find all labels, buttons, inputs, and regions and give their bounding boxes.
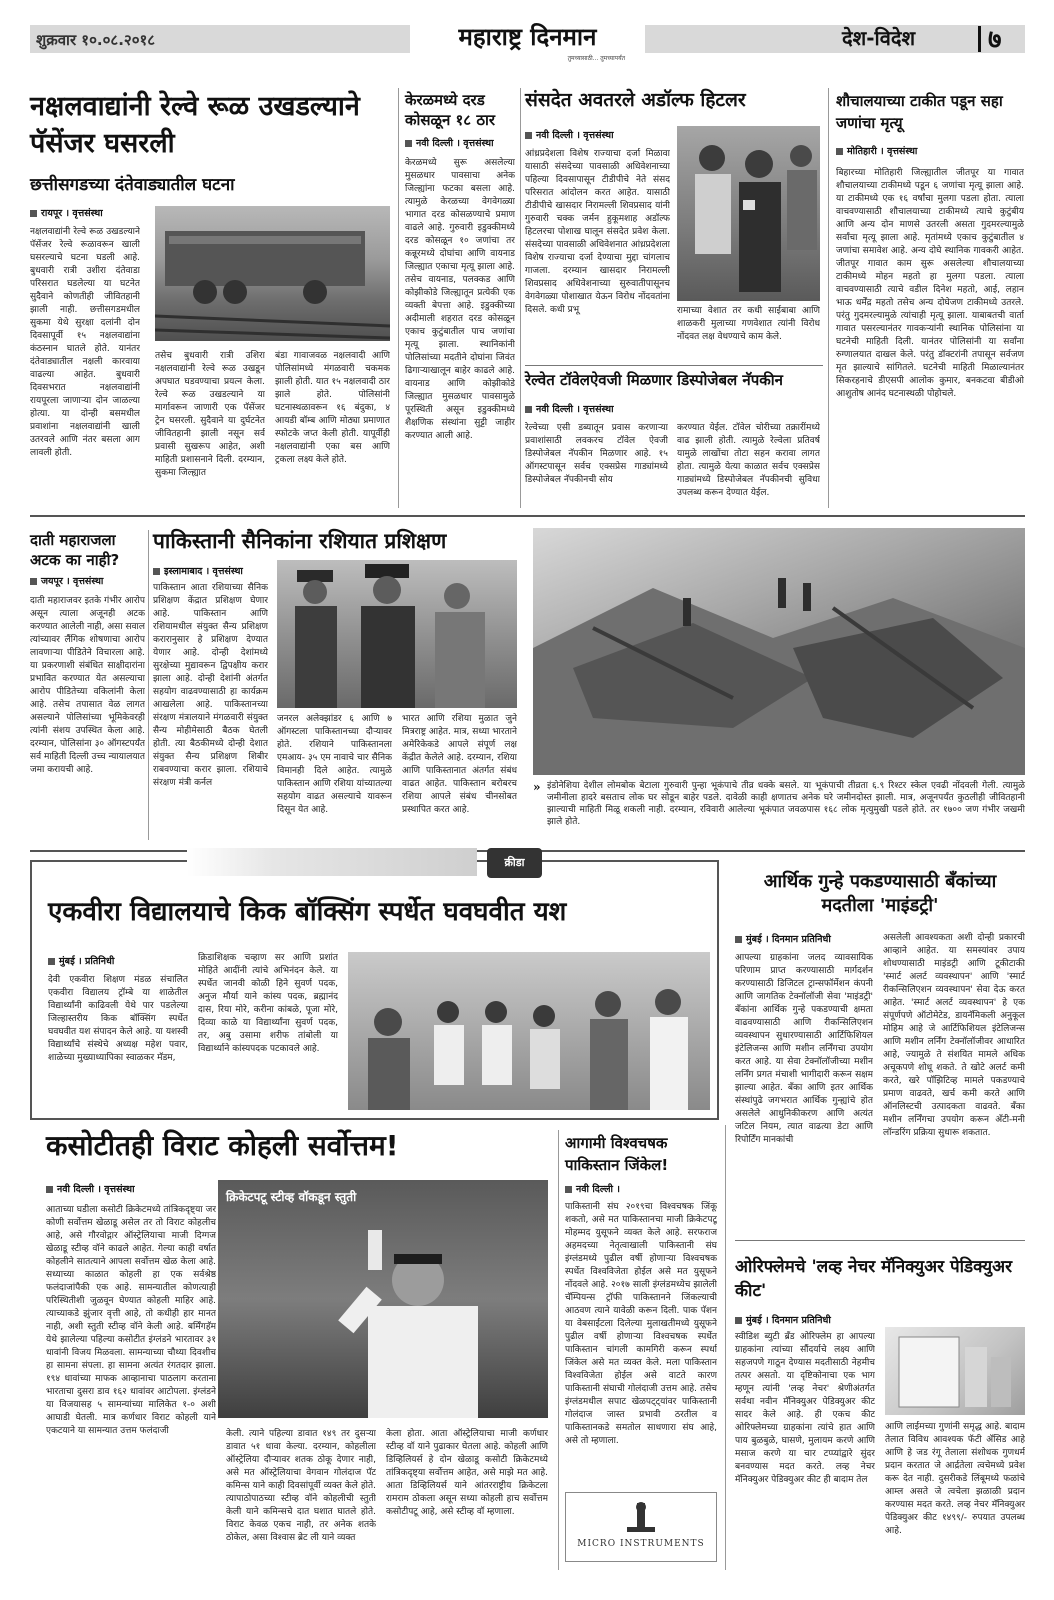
dateline: जयपूर । वृत्तसंस्था — [30, 574, 145, 587]
headline: कसोटीतही विराट कोहली सर्वोत्तम! — [46, 1129, 399, 1162]
body-col-3: केला होता. आता ऑस्ट्रेलियाचा माजी कर्णधार स्टीव्ह वॉ याने पुढाकार घेतला आहे. कोहली आणि डिव्हिलियर्स हे दोन खेळाडू कसोटी क्रिकेटमध्ये तांत्रिकदृष्ट्या सर्वोत्तम आहेत, असे माझे मत आहे. आता डिव्हिलियर्स याने आंतरराष्ट्रीय क्रिकेटला रामराम ठोकला असून सध्या कोहली हाच सर्वोत्तम कसोटीपटू आहे, असे स्टीव्ह वॉ म्हणाला. — [386, 1429, 548, 1517]
dateline: मुंबई । दिनमान प्रतिनिधी — [735, 932, 831, 945]
article-kickboxing-box — [30, 856, 719, 1120]
body: दाती महाराजवर इतके गंभीर आरोप असून त्याला अजूनही अटक करण्यात आलेली नाही, असा सवाल त्यांच्यावर लैंगिक शोषणाचा आरोप लावणाऱ्या पीडितेने विचारला आहे. या प्रकरणाशी संबंधित साक्षीदारांना प्रभावित करण्यात येत असल्याचा आरोप पीडितेच्या वकिलांनी केला आहे. तसेच तपासात वेळ लागत असल्याने पोलिसांच्या भूमिकेवरही त्यांनी संशय उपस्थित केला आहे. दरम्यान, पोलिसांना ३० ऑगस्टपर्यंत सर्व माहिती दिल्ली उच्च न्यायालयात जमा करायची आहे. — [30, 596, 145, 775]
column-rule — [558, 1130, 559, 1570]
article-pak-russia-training — [153, 530, 525, 842]
paper-name: महाराष्ट्र दिनमान — [458, 23, 597, 51]
headline: दाती महाराजला अटक का नाही? — [30, 531, 120, 569]
body-col-1: आताच्या घडीला कसोटी क्रिकेटमध्ये तांत्रिकदृष्ट्या जर कोणी सर्वोत्तम खेळाडू असेल तर तो विराट कोहलीच आहे, असे गौरवोद्गार ऑस्ट्रेलियाचा माजी दिग्गज खेळाडू स्टीव्ह वॉने काढले आहेत. गेल्या काही वर्षात कोहलीने सातत्याने आपला सर्वोत्तम खेळ केला आहे. सध्याच्या काळात कोहली हा एक सर्वश्रेष्ठ फलंदाजांपैकी एक आहे. सामन्यातील कोणत्याही परिस्थितीशी जुळवून घेण्यात कोहली माहिर आहे. त्याच्याकडे झुंजार वृत्ती आहे, तो कधीही हार मानत नाही, अशी स्तुती स्टीव्ह वॉने केली आहे. बर्मिंगहॅम येथे झालेल्या पहिल्या कसोटीत इंग्लंडने भारतावर ३१ धावांनी विजय मिळवला. सामन्याच्या चौथ्या दिवशीच हा सामना संपला. हा सामना अत्यंत रंगतदार झाला. १९४ धावांच्या माफक आव्हानाचा पाठलाग करताना भारताचा दुसरा डाव १६२ धावांवर आटोपला. इंग्लंडने या विजयासह ५ सामन्यांच्या मालिकेत १-० अशी आघाडी घेतली. मात्र कर्णधार विराट कोहली याने एकटयाने या सामन्यात उत्तम फलंदाजी — [46, 1205, 216, 1436]
photo-caption: इंडोनेशिया देशील लोमबोक बेटाला गुरुवारी पुन्हा भूकंपाचे तीव्र धक्के बसले. या भूकंपाची तीव्रता ६.९ रिश्टर स्केल एवढी नोंदवली गेली. त्यामुळे जमीनीला हादरे बसताच लोक घर सोडून बाहेर पडले. दावेळी काही क्षणातच अनेक घरे जमीनदोस्त झाली. मात्र, अजूनपर्यंत कुठलीही जीवितहानी झाल्याची माहिती मिळू शकली नाही. दरम्यान, रविवारी आलेल्या भूकंपात जवळपास १६८ लोक मृत्युमुखी पडले होते. तर १७०० जण गंभीर जखमी झाले होते. — [547, 781, 1025, 827]
headline: पाकिस्तानी सैनिकांना रशियात प्रशिक्षण — [153, 529, 447, 553]
body-col-2: आणि लाईमच्या गुणांनी समृद्ध आहे. बादाम तेलात विविध आवश्यक फॅटी ॲसिड आहे आणि हे जड रंगू तेलाला संशोधक गुणधर्म प्रदान करतात जे आर्द्रतेला त्वचेमध्ये प्रवेश करू देत नाही. दुसरीकडे लिंबूमध्ये फळांचे आम्ल असते जे त्वचेला झळाळी प्रदान करण्यास मदत करते. लव्ह नेचर मॅनिक्युअर पेडिक्युअर कीट १४९९/- रुपयात उपलब्ध आहे. — [885, 1422, 1025, 1536]
photo-caption: रामाच्या वेशात तर कधी साईबाबा आणि शाळकरी मुलाच्या गणवेशात त्यांनी विरोध नोंदवत लक्ष वेधण्याचे काम केले. — [677, 306, 820, 342]
body-col-1: रेल्वेच्या एसी डब्यातून प्रवास करणाऱ्या प्रवाशांसाठी लवकरच टॉवेल ऐवजी डिस्पोजेबल नॅपकीन मिळणार आहे. १५ ऑगस्टपासून सर्वच एक्सप्रेस गाड्यांमध्ये डिस्पोजेबल नॅपकीनची सोय — [525, 423, 668, 485]
headline: नक्षलवाद्यांनी रेल्वे रूळ उखडल्याने पॅसेंजर घसरली — [30, 91, 360, 159]
body: आंध्रप्रदेशला विशेष राज्याचा दर्जा मिळावा यासाठी संसदेच्या पावसाळी अधिवेशनाच्या पहिल्या दिवसापासून टीडीपीचे नेते संसद परिसरात आंदोलन करत आहेत. यासाठी टीडीपीचे खासदार निरामल्ली शिवप्रसाद यांनी गुरुवारी चक्क जर्मन हुकूमशाह अडॉल्फ हिटलरचा पोशाख घालून संसदेत प्रवेश केला. संसदेच्या पावसाळी अधिवेशनात आंध्रप्रदेशला विशेष राज्याचा दर्जा देण्याचा मुद्दा चांगलाच गाजला. दरम्यान खासदार निरामल्ली शिवप्रसाद अधिवेशनाच्या सुरुवातीपासूनच वेगवेगळ्या पोशाखात येऊन विरोध नोंदवतांना दिसले. कधी प्रभू — [525, 149, 670, 315]
officers-illustration — [277, 560, 517, 708]
photo-title: क्रिकेटपटू स्टीव्ह वॉकडून स्तुती — [226, 1190, 357, 1204]
issue-date: शुक्रवार १०.०८.२०१८ — [36, 31, 156, 49]
section-name: देश-विदेश — [842, 26, 916, 50]
earthquake-rubble-photo — [533, 528, 1025, 775]
headline: आर्थिक गुन्हे पकडण्यासाठी बँकांच्या मदतीला 'माइंडट्री' — [763, 871, 997, 916]
article-hitler-parliament — [525, 90, 820, 365]
dateline: मुंबई । दिनमान प्रतिनिधी — [735, 1313, 831, 1326]
masthead — [30, 20, 1025, 68]
rubble-illustration — [533, 528, 1025, 775]
dateline: नवी दिल्ली । वृत्तसंस्था — [525, 128, 614, 141]
column-rule — [520, 88, 521, 508]
sports-badge — [487, 848, 542, 878]
paper-logo — [410, 20, 645, 68]
dateline: नवी दिल्ली । — [565, 1182, 717, 1195]
page-number: ७ — [988, 25, 1002, 55]
headline: केरळमध्ये दरड कोसळून १८ ठार — [405, 91, 496, 129]
headline: रेल्वेत टॉवेलऐवजी मिळणार डिस्पोजेबल नॅपकीन — [525, 371, 783, 389]
body-col-1: पाकिस्तान आता रशियाच्या सैनिक प्रशिक्षण केंद्रात प्रशिक्षण घेणार आहे. पाकिस्तान आणि रशियामधील संयुक्त सैन्य प्रशिक्षण करारानुसार हे प्रशिक्षण देण्यात येणार आहे. दोन्ही देशांमध्ये सुरक्षेच्या मुद्यावरून द्विपक्षीय करार झाला आहे. दोन्ही देशांनी अंतर्गत सहयोग वाढवण्यासाठी हा कार्यक्रम आखलेला आहे. पाकिस्तानच्या संरक्षण मंत्रालयाने मंगळवारी संयुक्त सैन्य मोहीमेसाठी बैठक घेतली होती. त्या बैठकीमध्ये दोन्ही देशात संयुक्त सैन्य प्रशिक्षण शिबीर राबवण्याचा करार झाला. रशियाचे संरक्षण मंत्री कर्नल — [153, 583, 268, 788]
product-box-illustration — [885, 1327, 1025, 1415]
section-rule — [735, 1240, 1025, 1241]
train-illustration — [155, 206, 390, 341]
kit-product-photo — [885, 1327, 1025, 1415]
body: पाकिस्तानी संघ २०१९चा विश्वचषक जिंकू शकतो, असे मत पाकिस्तानचा माजी क्रिकेटपटू मोहम्मद युसूफने व्यक्त केले आहे. सरफराज अहमदच्या नेतृत्वाखाली पाकिस्तानी संघ इंग्लंडमध्ये पुढील वर्षी होणाऱ्या विश्वचषक स्पर्धेत विश्वविजेता होईल असे मत युसूफने नोंदवले आहे. २०१७ साली इंग्लंडमध्येच झालेली चॅम्पियन्स ट्रॉफी पाकिस्तानने जिंकल्याची आठवण त्याने यावेळी करून दिली. पाक पॅशन या वेबसाईटला दिलेल्या मुलाखतीमध्ये युसूफने पुढील वर्षी होणाऱ्या विश्वचषक स्पर्धेत पाकिस्तान चांगली कामगिरी करून स्पर्धा जिंकेल असे मत व्यक्त केले. मला पाकिस्तान विश्वविजेता होईल असे वाटते कारण पाकिस्तानी संघाची गोलंदाजी उत्तम आहे. तसेच इंग्लंडमधील सपाट खेळपट्ट्यांवर पाकिस्तानी गोलंदाज जास्त प्रभावी ठरतील व पाकिस्तानकडे समतोल साधणारा संघ आहे, असे तो म्हणाला. — [565, 1202, 717, 1446]
paper-tagline: तुमच्यासाठी... तुमच्यापर्यंत — [567, 55, 625, 62]
micro-instruments-logo-icon — [621, 1499, 661, 1535]
cricketer-illustration — [218, 1180, 548, 1418]
body-col-2: तसेच बुधवारी रात्री उशिरा नक्षलवाद्यांनी रेल्वे रूळ उखडून अपघात घडवण्याचा प्रयत्न केला. रेल्वे रूळ उखडल्याने या मार्गावरून जाणारी एक पॅसेंजर ट्रेन घसरली. सुदैवाने या दुर्घटनेत जीवितहानी झाली नसून सर्व प्रवासी सुखरूप आहेत, अशी माहिती प्रशासनाने दिली. दरम्यान, सुकमा जिल्ह्यात — [155, 351, 265, 478]
mp-hitler-costume-photo — [677, 126, 820, 301]
students-illustration — [348, 952, 710, 1110]
body: केरळमध्ये सुरू असलेल्या मुसळधार पावसाचा अनेक जिल्ह्यांना फटका बसला आहे. त्यामुळे केरळच्या वेगवेगळ्या भागात दरड कोसळण्याचे प्रमाण वाढले आहे. गुरुवारी इडुक्कीमध्ये दरड कोसळून १० जणांचा तर कन्नूरमध्ये दोघांचा आणि वायनाड जिल्ह्यात एकाचा मृत्यू झाला आहे. तसेच वायनाड, पलक्कड आणि कोझीकोडे जिल्ह्यातून प्रत्येकी एक व्यक्ती बेपत्ता आहे. इडुक्कीच्या अदीमाली शहरात दरड कोसळून एकाच कुटुंबातील पाच जणांचा मृत्यू झाला. स्थानिकांनी पोलिसांच्या मदतीने दोघांना जिवंत ढिगाऱ्याखालून बाहेर काढले आहे. वायनाड आणि कोझीकोडे जिल्ह्यात मुसळधार पावसामुळे पूरस्थिती असून इडुक्कीमध्ये शैक्षणिक संस्थांना सुट्टी जाहीर करण्यात आली आहे. — [405, 158, 515, 441]
column-rule — [828, 88, 829, 508]
dateline: मुंबई । प्रतिनिधी — [48, 954, 114, 967]
dateline: नवी दिल्ली । वृत्तसंस्था — [405, 136, 515, 149]
headline: ओरिफ्लेमचे 'लव्ह नेचर मॅनिक्युअर पेडिक्युअर कीट' — [735, 1257, 1013, 1301]
headline: संसदेत अवतरले अडॉल्फ हिटलर — [525, 89, 746, 111]
body-col-1: स्वीडिश ब्युटी ब्रँड ओरिफ्लेम हा आपल्या ग्राहकांना त्यांच्या सौंदर्याचे लक्ष्य आणि सहजपणे गाठून देण्यास मदतीसाठी नेहमीच तत्पर असतो. या दृष्टिकोनाचा एक भाग म्हणून त्यांनी 'लव्ह नेचर' श्रेणीअंतर्गत सर्वथा नवीन मॅनिक्युअर पेडिक्युअर कीट सादर केले आहे. ही एकच कीट ओरिफ्लेमच्या ग्राहकांना त्यांचे हात आणि पाय बुळबुळे, घासणे, मुलायम करणे आणि मसाज करणे या चार टप्प्यांद्वारे सुंदर बनवण्यास मदत करते. लव्ह नेचर मॅनिक्युअर पेडिक्युअर कीट ही बादाम तेल — [735, 1332, 875, 1485]
article-kohli-best — [30, 1130, 550, 1570]
body-col-3: भारत आणि रशिया मुळात जुने मित्रराष्ट्र आहेत. मात्र, सध्या भारताने अमेरिकेकडे आपले संपूर्ण लक्ष केंद्रीत केलेले आहे. दरम्यान, रशिया आणि पाकिस्तानात अंतर्गत संबंध वाढत आहेत. पाकिस्तान बरोबरच रशिया आपले संबंध चीनसोबत प्रस्थापित करत आहे. — [402, 714, 517, 815]
students-award-photo — [348, 952, 710, 1110]
body-col-1: देवी एकवीरा शिक्षण मंडळ संचालित एकवीरा विद्यालय ट्रॉम्बे या शाळेतील विद्यार्थ्यांनी काढिवली येथे पार पडलेल्या जिल्हास्तरीय किक बॉक्सिंग स्पर्धेत घवघवीत यश संपादन केले आहे. या यशस्वी विद्यार्थ्यांचे संस्थेचे अध्यक्ष महेश पवार, शाळेच्या मुख्याध्यापिका स्वाळकर मॅडम, — [48, 975, 188, 1063]
body-col-2: क्रिडाशिक्षक चव्हाण सर आणि प्रशांत मोहिते आदींनी त्यांचे अभिनंदन केले. या स्पर्धेत जानवी कोळी हिने सुवर्ण पदक, अनुज मौर्या याने कांस्य पदक, ब्रह्मानंद दास, रिया मोरे, करीना कांबळे, पूजा मोरे, दिव्या काळे या विद्यार्थ्यांना सुवर्ण पदक, तर, अबु उसामा शरीफ तांबोली या विद्यार्थ्याने कांस्यपदक पटकावले आहे. — [198, 953, 338, 1054]
body-col-3: बंडा गावाजवळ नक्षलवादी आणि पोलिसांमध्ये मंगळवारी चकमक झाली होती. यात १५ नक्षलवादी ठार झाले होते. पोलिसांनी घटनास्थळावरून १६ बंदुका, ४ आयडी बॉम्ब आणि मोठ्या प्रमाणात स्फोटके जप्त केली होती. यापूर्वीही नक्षलवाद्यांनी एका बस आणि ट्रकला लक्ष्य केले होते. — [275, 351, 390, 465]
article-pakistan-worldcup — [565, 1132, 717, 1572]
article-naxal-derailment — [30, 88, 390, 508]
article-daati-maharaj — [30, 530, 145, 840]
virat-kohli-photo — [218, 1180, 548, 1418]
body-col-2: असलेली आवश्यकता अशी दोन्ही प्रकारची आव्हाने आहेत. या समस्यांवर उपाय शोधण्यासाठी माइंडट्री आणि टूकीटाकी 'स्मार्ट अलर्ट व्यवस्थापन' आणि 'स्मार्ट रीकन्सिलिएशन व्यवस्थापन' सेवा देऊ करत आहेत. 'स्मार्ट अलर्ट व्यवस्थापन' हे एक संपूर्णपणे ऑटोमेटेड, डायनॅमिकली अनुकूल मोहिम आहे जे आर्टिफिशियल इंटेलिजन्स आणि मशीन लर्निंग टेक्नॉलॉजीवर आधारित आहे, ज्यामुळे ते संशयित मामले अधिक अचूकपणे शोधू शकते. ते खोटे अलर्ट कमी करते, खरे पॉझिटिव्ह मामले पकडण्याचे प्रमाण वाढवते, खर्च कमी करते आणि ऑनलिस्टची उत्पादकता वाढवते. बँका मशीन लर्निंगचा उपयोग करून अँटी-मनी लॉन्डरिंग प्रक्रिया सुधारू शकतात. — [883, 933, 1025, 1138]
article-lombok-earthquake — [533, 528, 1025, 844]
body-col-1: आपल्या ग्राहकांना जलद व्यावसायिक परिणाम प्राप्त करण्यासाठी मार्गदर्शन करण्यासाठी डिजिटल ट्रान्सफॉर्मेशन कंपनी आणि जागतिक टेक्नॉलॉजी सेवा 'माइंडट्री' बँकांना आर्थिक गुन्हे पकडण्याची क्षमता वाढवण्यासाठी आणि रीकन्सिलिएशन व्यवस्थापन सुधारण्यासाठी आर्टिफिशियल इंटेलिजन्स आणि मशीन लर्निंगचा उपयोग करत आहे. या सेवा टेक्नॉलॉजीच्या मशीन लर्निंग प्रगत मंचाशी भागीदारी करून सक्षम झाल्या आहेत. बँका आणि इतर आर्थिक संस्थांपुढे जगभरात आर्थिक गुन्ह्यांचे होत असलेले आधुनिकीकरण आणि अत्यंत जटिल नियम, त्यात वाढत्या डेटा आणि रिपोर्टिंग मानकांची — [735, 953, 873, 1145]
chevron-down-icon: » — [533, 780, 541, 794]
body-col-1: नक्षलवाद्यांनी रेल्वे रूळ उखडल्याने पॅसेंजर रेल्वे रूळावरून खाली घसरल्याचे घटना घडली आहे. बुधवारी रात्री उशीरा दंतेवाडा परिसरात घडलेल्या या घटनेत सुदैवाने कोणतीही जीवितहानी झाली नाही. छत्तीसगडमधील सुकमा येथे सुरक्षा दलांनी दोन दिवसापूर्वी १५ नक्षलवाद्यांना कंठस्नान घातले होते. यानंतर दंतेवाड्यातील नक्षली कारवाया वाढल्या आहेत. बुधवारी दिवसभरात नक्षलवाद्यांनी रायपूरला जाणाऱ्या दोन जाळल्या होत्या. या दोन्ही बसमधील प्रवाशांना नक्षलवाद्यांनी खाली उतरवले आणि नंतर बसला आग लावली होती. — [30, 227, 140, 458]
article-railway-napkins — [525, 372, 820, 510]
dateline: नवी दिल्ली । वृत्तसंस्था — [525, 402, 614, 415]
article-septic-tank-deaths — [836, 90, 1024, 510]
advertiser-logo — [565, 1492, 717, 1562]
section-rule — [525, 365, 823, 366]
column-rule — [398, 88, 399, 508]
people-illustration — [677, 126, 820, 301]
dateline: इस्लामाबाद । वृत्तसंस्था — [153, 564, 243, 577]
article-kerala-landslide — [405, 90, 515, 510]
section-divider — [978, 26, 981, 52]
headline: आगामी विश्वचषक पाकिस्तान जिंकेल! — [565, 1134, 669, 1174]
subheadline: छत्तीसगडच्या दंतेवाड्यातील घटना — [30, 175, 235, 195]
article-mindtree-banks — [735, 870, 1025, 1220]
article-oriflame-kit — [735, 1255, 1025, 1575]
section-rule — [30, 515, 1025, 517]
sports-badge-label: क्रीडा — [504, 856, 525, 869]
headline: शौचालयाच्या टाकीत पडून सहा जणांचा मृत्यू — [836, 92, 1003, 132]
headline: एकवीरा विद्यालयाचे किक बॉक्सिंग स्पर्धेत घवघवीत यश — [48, 897, 567, 927]
military-officers-photo — [277, 560, 517, 708]
column-rule — [725, 1125, 726, 1570]
body-col-2: करण्यात येईल. टॉवेल चोरीच्या तक्रारींमध्ये वाढ झाली होती. त्यामुळे रेल्वेला प्रतिवर्ष यामुळे लाखोंचा तोटा सहन करावा लागत होता. त्यामुळे येत्या काळात सर्वच एक्सप्रेस गाड्यांमध्ये डिस्पोजेबल नॅपकीनची सुविधा उपलब्ध करून देण्यात येईल. — [677, 423, 820, 498]
dateline: मोतिहारी । वृत्तसंस्था — [836, 144, 1024, 157]
body-col-2: जनरल अलेक्झांडर ६ आणि ७ ऑगस्टला पाकिस्तानच्या दौऱ्यावर होते. रशियाने पाकिस्तानला एमआय- ३५ एम नावाचे चार सैनिक विमानही दिले आहेत. त्यामुळे पाकिस्तान आणि रशिया यांच्यातल्या सहयोग वाढत असल्याचे यावरून दिसून येत आहे. — [277, 714, 392, 815]
body-col-2: केली. त्याने पहिल्या डावात १४९ तर दुसऱ्या डावात ५१ धावा केल्या. दरम्यान, कोहलीला ऑस्ट्रेलिया दौऱ्यावर शतक ठोकू देणार नाही, असे मत ऑस्ट्रेलियाचा वेगवान गोलंदाज पॅट कमिन्स याने काही दिवसांपूर्वी व्यक्त केले होते. त्यापाठोपाठच्या स्टीव्ह वॉने कोहलीची स्तुती केली याने कमिन्सचे दात घशात घातले होते. विराट केवळ एकच नाही, तर अनेक शतके ठोकेल, असा विश्वास ब्रेट ली याने व्यक्त — [226, 1429, 376, 1543]
column-rule — [148, 530, 149, 840]
body: बिहारच्या मोतिहारी जिल्ह्यातील जीतपूर या गावात शौचालयाच्या टाकीमध्ये पडून ६ जणांचा मृत्यू झाला आहे. या टाकीमध्ये एक १६ वर्षांचा मुलगा पडला होता. त्याला वाचवण्यासाठी शौचालयाच्या टाकीमध्ये त्याचे कुटुंबीय आणि अन्य दोन माणसे उतरली असता गुदमरल्यामुळे सर्वांचा मृत्यू झाला आहे. मृतांमध्ये एकाच कुटुंबातील ४ जणांचा समावेश आहे. अन्य दोघे स्थानिक गावकरी आहेत. जीतपूर गावात काम सुरू असलेल्या शौचालयाच्या टाकीमध्ये मोहन महतो हा मुलगा पडला. त्याला वाचवण्यासाठी त्याचे वडील दिनेश महतो, आई, लहान भाऊ धर्मेंद्र महतो तसेच अन्य दोघेजण टाकीमध्ये उतरले. परंतु गुदमरल्यामुळे त्यांचाही मृत्यू झाला. याबाबतची वार्ता गावात पसरल्यानंतर गावकऱ्यांनी स्थानिक पोलिसांना या घटनेची माहिती दिली. यानंतर पोलिसांनी या सर्वांना रुग्णालयात दाखल केले. परंतु डॉक्टरांनी तपासून सर्वजण मृत झाल्याचे सांगितले. घटनेची माहिती मिळाल्यानंतर सिकरहनाचे डीएसपी आलोक कुमार, बनकटवा बीडीओ आशुतोष आनंद घटनास्थळी पोहोचले. — [836, 168, 1024, 399]
advertiser-name: MICRO INSTRUMENTS — [577, 1539, 705, 1549]
derailed-train-photo — [155, 206, 390, 341]
dateline: रायपूर । वृत्तसंस्था — [30, 206, 103, 219]
dateline: नवी दिल्ली । वृत्तसंस्था — [46, 1182, 135, 1195]
sports-banner-strip — [187, 848, 477, 876]
